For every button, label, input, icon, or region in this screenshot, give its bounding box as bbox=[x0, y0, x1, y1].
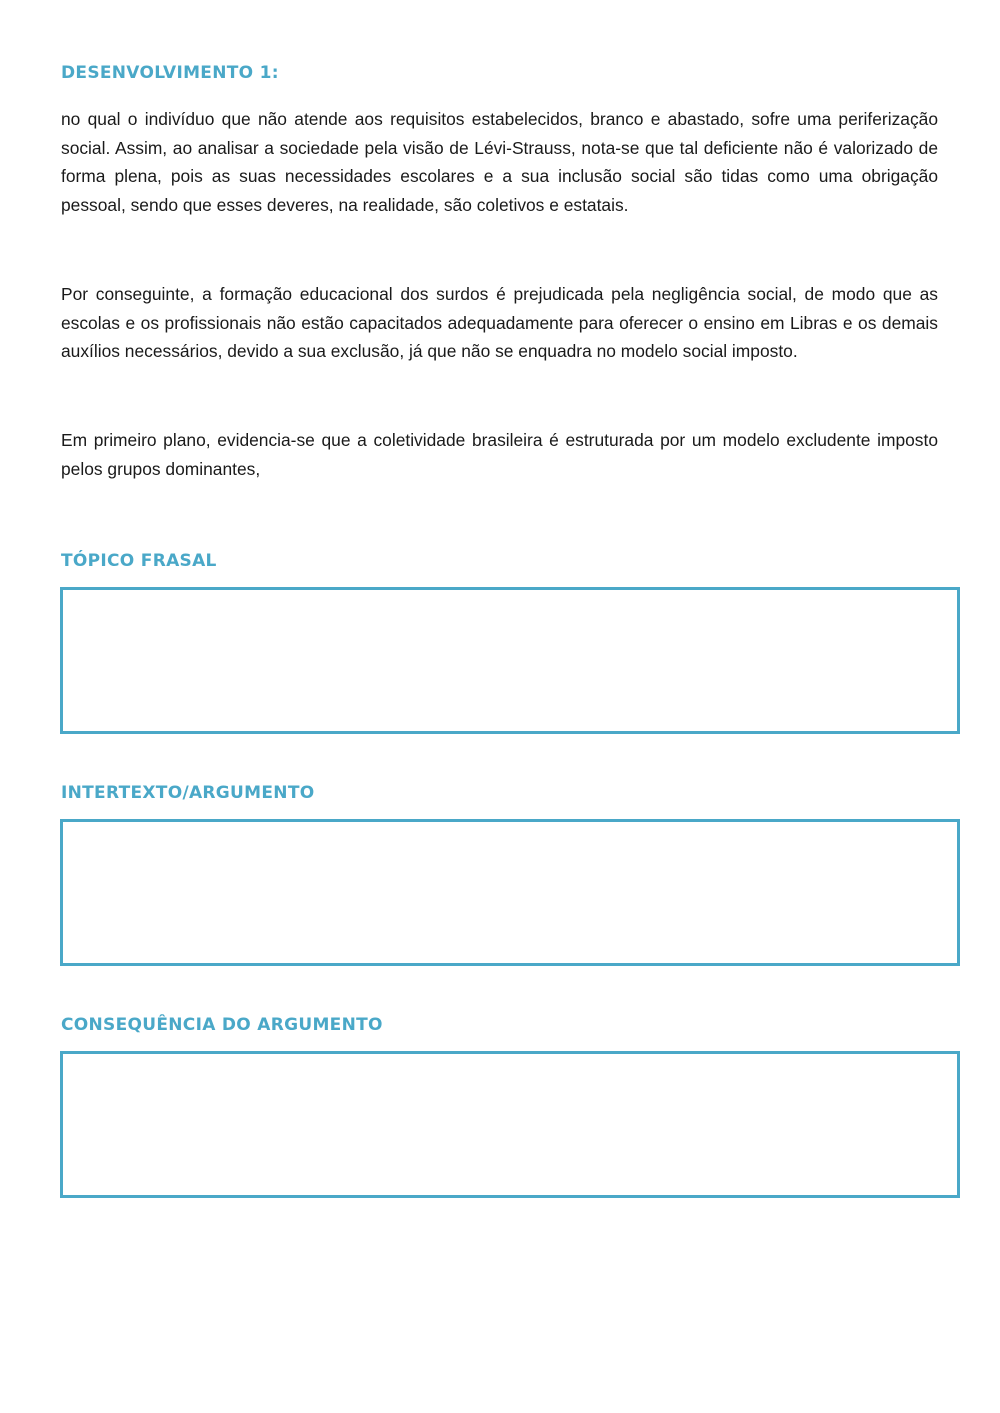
intertexto-argumento-answer-box[interactable] bbox=[60, 819, 960, 966]
topico-frasal-label: TÓPICO FRASAL bbox=[61, 551, 217, 571]
consequencia-argumento-answer-box[interactable] bbox=[60, 1051, 960, 1198]
intertexto-argumento-label: INTERTEXTO/ARGUMENTO bbox=[61, 783, 315, 803]
paragraph-2: Por conseguinte, a formação educacional dos surdos é prejudicada pela negligência social, de modo que as escolas e os profissionais não estão capacitados adequadamente para oferecer o ensino em Libras e os demais auxílios necessários, devido a sua exclusão, já que não se enquadra no modelo social imposto. bbox=[61, 284, 938, 361]
section-title: DESENVOLVIMENTO 1: bbox=[61, 63, 279, 83]
topico-frasal-answer-box[interactable] bbox=[60, 587, 960, 734]
paragraph-3: Em primeiro plano, evidencia-se que a coletividade brasileira é estruturada por um modelo excludente imposto pelos grupos dominantes, bbox=[61, 430, 938, 479]
consequencia-argumento-label: CONSEQUÊNCIA DO ARGUMENTO bbox=[61, 1015, 383, 1035]
paragraph-1: no qual o indivíduo que não atende aos requisitos estabelecidos, branco e abastado, sofre uma periferização social. Assim, ao analisar a sociedade pela visão de Lévi-Strauss, nota-se que tal deficiente não é valorizado de forma plena, pois as suas necessidades escolares e a sua inclusão social são tidas como uma obrigação pessoal, sendo que esses deveres, na realidade, são coletivos e estatais. bbox=[61, 109, 938, 215]
